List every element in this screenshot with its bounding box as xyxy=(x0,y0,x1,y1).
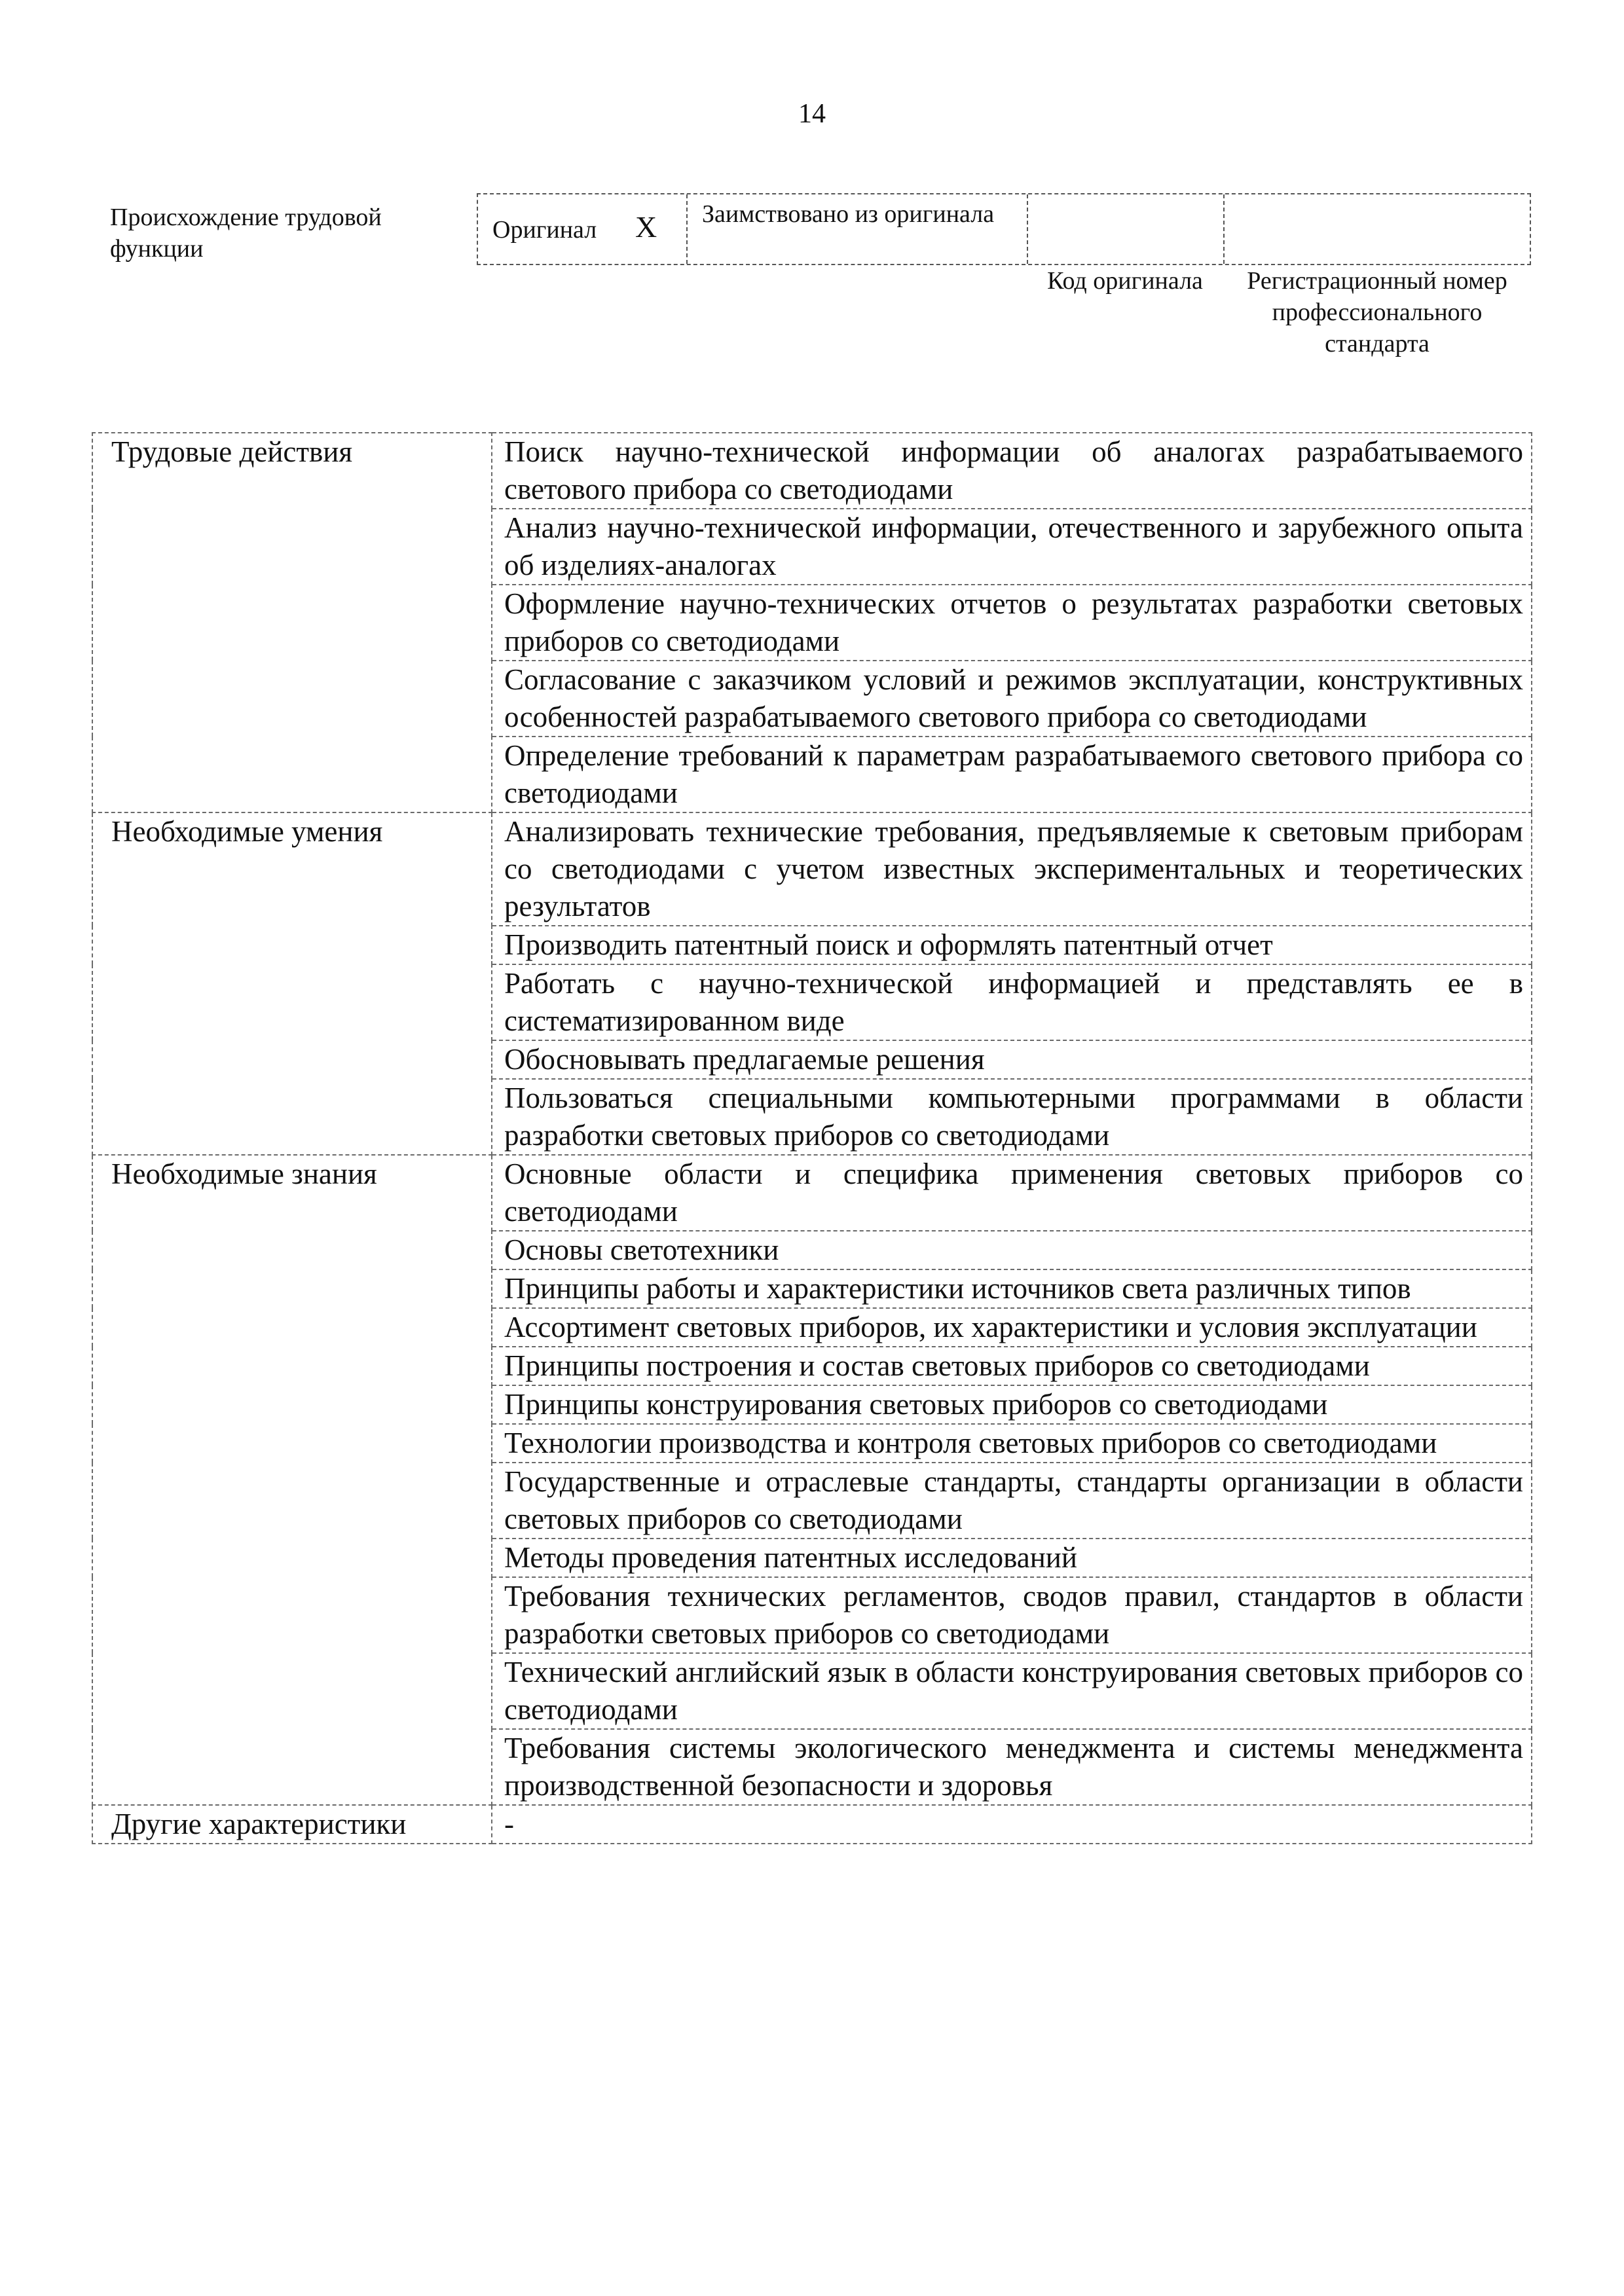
knowledge-item: Принципы работы и характеристики источников света различных типов xyxy=(492,1269,1532,1308)
knowledge-item: Государственные и отраслевые стандарты, стандарты организации в области световых приборов со светодиодами xyxy=(492,1463,1532,1539)
page-number: 14 xyxy=(798,99,826,129)
skill-item: Обосновывать предлагаемые решения xyxy=(492,1040,1532,1079)
skill-item: Пользоваться специальными компьютерными программами в области разработки световых приборов со светодиодами xyxy=(492,1079,1532,1155)
origin-code-cell xyxy=(1028,194,1225,264)
other-characteristics-value: - xyxy=(492,1805,1532,1844)
knowledge-item: Методы проведения патентных исследований xyxy=(492,1539,1532,1577)
code-caption: Код оригинала xyxy=(1047,267,1203,295)
origin-original-label: Оригинал xyxy=(492,216,597,244)
origin-label: Происхождение трудовой функции xyxy=(110,204,382,263)
knowledge-item: Принципы построения и состав световых приборов со светодиодами xyxy=(492,1347,1532,1385)
skills-label: Необходимые умения xyxy=(92,812,492,1155)
knowledge-item: Технологии производства и контроля световых приборов со светодиодами xyxy=(492,1424,1532,1463)
table-row xyxy=(92,1805,1532,1844)
origin-original-cell xyxy=(478,194,688,264)
knowledge-item: Основные области и специфика применения световых приборов со светодиодами xyxy=(492,1155,1532,1231)
table-row xyxy=(92,1155,1532,1231)
knowledge-label: Необходимые знания xyxy=(92,1155,492,1805)
labor-actions-label: Трудовые действия xyxy=(92,433,492,812)
labor-function-table xyxy=(92,432,1532,1844)
origin-reg-number-cell xyxy=(1225,194,1530,264)
labor-action-item: Определение требований к параметрам разрабатываемого светового прибора со светодиодами xyxy=(492,737,1532,812)
skill-item: Производить патентный поиск и оформлять патентный отчет xyxy=(492,926,1532,964)
knowledge-item: Технический английский язык в области конструирования световых приборов со светодиодами xyxy=(492,1653,1532,1729)
skill-item: Анализировать технические требования, предъявляемые к световым приборам со светодиодами с учетом известных экспериментальных и теоретических результатов xyxy=(492,812,1532,926)
table-row xyxy=(92,812,1532,926)
skill-item: Работать с научно-технической информацией и представлять ее в систематизированном виде xyxy=(492,964,1532,1040)
knowledge-item: Ассортимент световых приборов, их характеристики и условия эксплуатации xyxy=(492,1308,1532,1347)
labor-action-item: Согласование с заказчиком условий и режимов эксплуатации, конструктивных особенностей разрабатываемого светового прибора со светодиодами xyxy=(492,661,1532,737)
reg-number-caption: Регистрационный номер профессионального стандарта xyxy=(1247,267,1507,357)
origin-borrowed-cell: Заимствовано из оригинала xyxy=(688,194,1028,264)
other-characteristics-label: Другие характеристики xyxy=(92,1805,492,1844)
labor-action-item: Поиск научно-технической информации об аналогах разрабатываемого светового прибора со светодиодами xyxy=(492,433,1532,509)
knowledge-item: Требования технических регламентов, сводов правил, стандартов в области разработки световых приборов со светодиодами xyxy=(492,1577,1532,1653)
knowledge-item: Основы светотехники xyxy=(492,1231,1532,1269)
knowledge-item: Требования системы экологического менеджмента и системы менеджмента производственной безопасности и здоровья xyxy=(492,1729,1532,1805)
table-row xyxy=(92,433,1532,509)
labor-action-item: Оформление научно-технических отчетов о результатах разработки световых приборов со светодиодами xyxy=(492,585,1532,661)
origin-box xyxy=(477,193,1531,265)
knowledge-item: Принципы конструирования световых приборов со светодиодами xyxy=(492,1385,1532,1424)
labor-action-item: Анализ научно-технической информации, отечественного и зарубежного опыта об изделиях-аналогах xyxy=(492,509,1532,585)
origin-original-mark: X xyxy=(635,210,657,244)
